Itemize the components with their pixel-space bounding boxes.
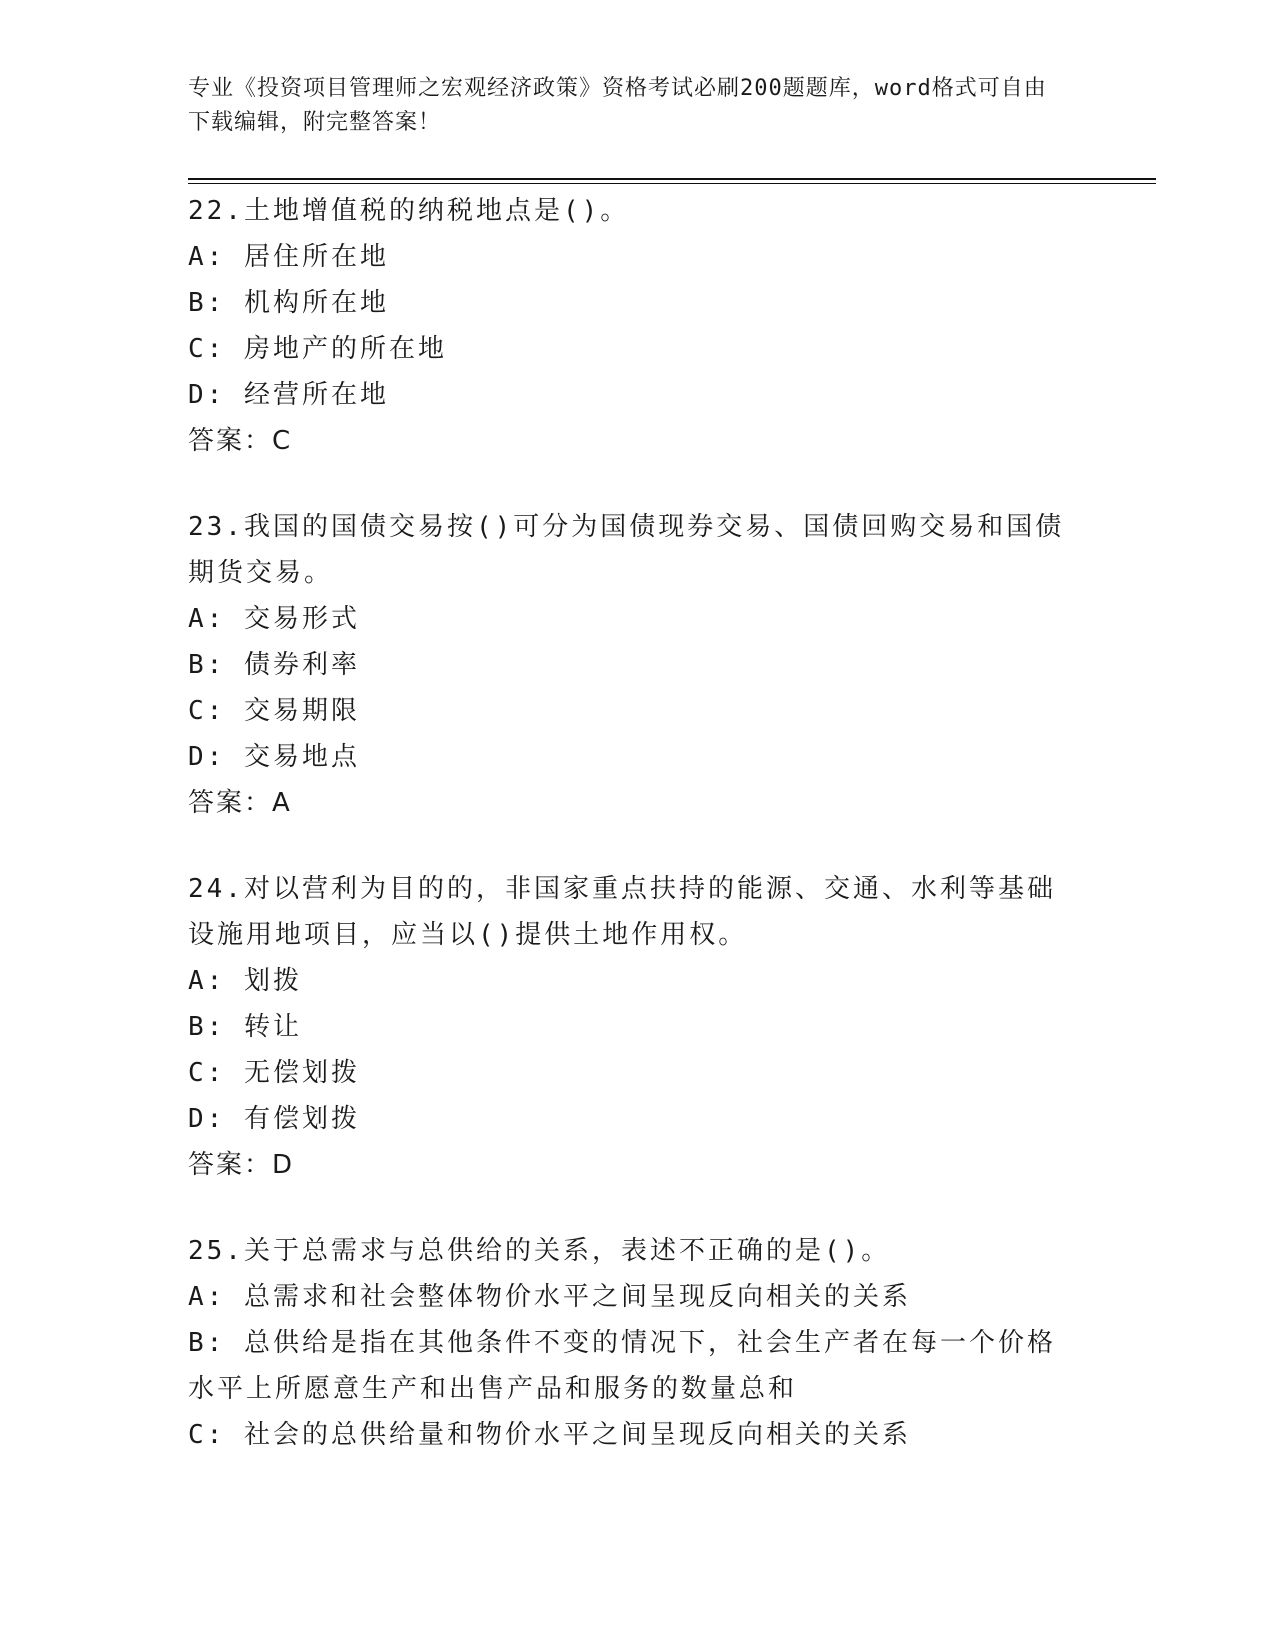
option-d: D: 经营所在地	[188, 380, 389, 410]
option-a: A: 划拨	[188, 966, 302, 996]
answer-line: 答案：A	[188, 788, 292, 818]
question-22	[188, 188, 1078, 464]
document-header: 专业《投资项目管理师之宏观经济政策》资格考试必刷200题题库，word格式可自由下载编辑，附完整答案！	[188, 76, 1047, 135]
option-c: C: 社会的总供给量和物价水平之间呈现反向相关的关系	[188, 1420, 911, 1450]
option-b: B: 转让	[188, 1012, 302, 1042]
option-b: B: 债券利率	[188, 650, 360, 680]
option-a: A: 交易形式	[188, 604, 360, 634]
question-stem: 25.关于总需求与总供给的关系，表述不正确的是()。	[188, 1236, 891, 1266]
question-24	[188, 866, 1078, 1188]
answer-line: 答案：D	[188, 1150, 295, 1180]
question-list	[188, 188, 1078, 1498]
answer-line: 答案：C	[188, 426, 293, 456]
option-d: D: 有偿划拨	[188, 1104, 360, 1134]
question-stem: 24.对以营利为目的的，非国家重点扶持的能源、交通、水利等基础设施用地项目，应当以()提供土地作用权。	[188, 874, 1056, 950]
option-c: C: 交易期限	[188, 696, 360, 726]
option-c: C: 无偿划拨	[188, 1058, 360, 1088]
option-b: B: 机构所在地	[188, 288, 389, 318]
option-b: B: 总供给是指在其他条件不变的情况下，社会生产者在每一个价格水平上所愿意生产和出售产品和服务的数量总和	[188, 1328, 1056, 1404]
option-c: C: 房地产的所在地	[188, 334, 447, 364]
option-a: A: 居住所在地	[188, 242, 389, 272]
question-stem: 23.我国的国债交易按()可分为国债现券交易、国债回购交易和国债期货交易。	[188, 512, 1065, 588]
header-divider-thin	[188, 183, 1156, 184]
header-divider-thick	[188, 178, 1156, 180]
option-d: D: 交易地点	[188, 742, 360, 772]
question-25	[188, 1228, 1078, 1458]
question-23	[188, 504, 1078, 826]
option-a: A: 总需求和社会整体物价水平之间呈现反向相关的关系	[188, 1282, 911, 1312]
question-stem: 22.土地增值税的纳税地点是()。	[188, 196, 630, 226]
